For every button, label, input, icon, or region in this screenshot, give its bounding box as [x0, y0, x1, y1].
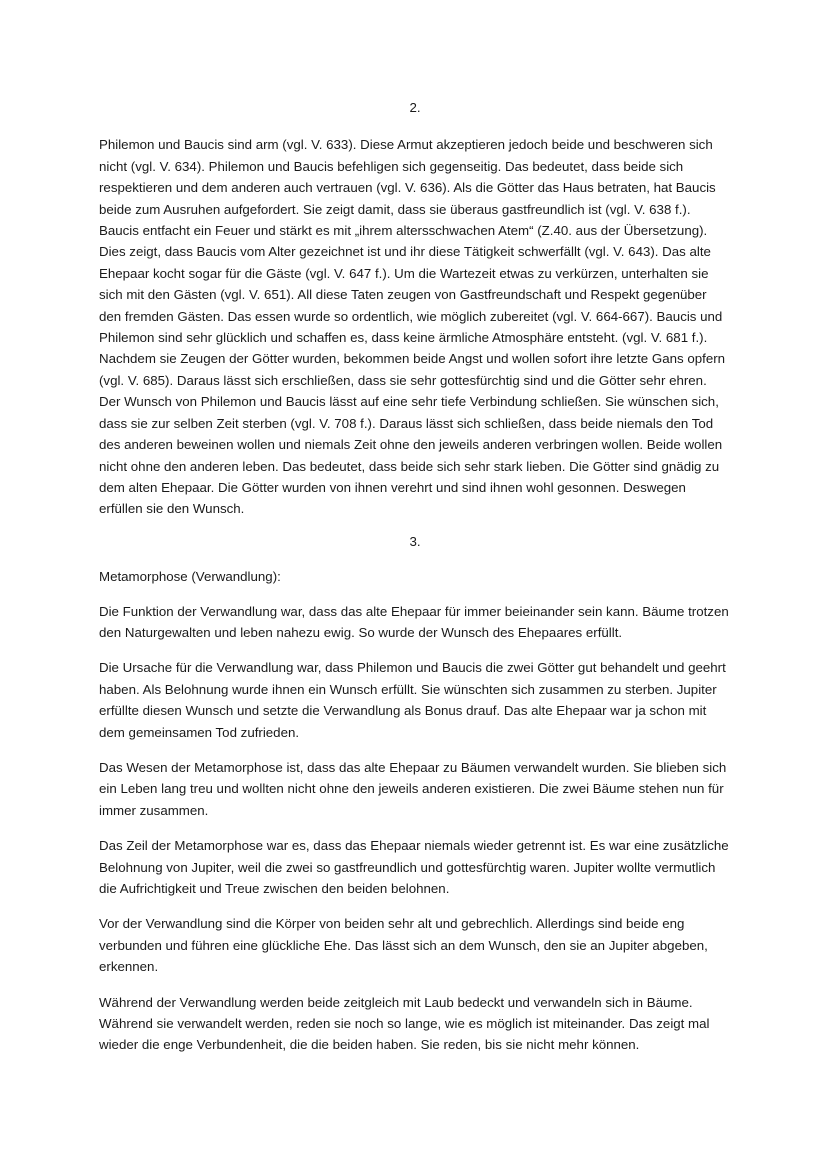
paragraph-function: Die Funktion der Verwandlung war, dass das alte Ehepaar für immer beieinander sein kann. Bäume trotzen den Naturgewalten und leben nahezu ewig. So wurde der Wunsch des Ehepaares erfüllt. — [99, 603, 729, 640]
paragraph-cause: Die Ursache für die Verwandlung war, dass Philemon und Baucis die zwei Götter gut behandelt und geehrt haben. Als Belohnung wurde ihnen ein Wunsch erfüllt. Sie wünschten sich zusammen zu sterben. Jupiter erfüllte diesen Wunsch und setzte die Verwandlung als Bonus drauf. Das alte Ehepaar war ja schon mit dem gemeinsamen Tod zufrieden. — [99, 660, 726, 740]
section-number-3: 3. — [409, 533, 421, 549]
section-number-2: 2. — [409, 100, 421, 115]
document-body — [99, 97, 731, 1070]
paragraph-essence: Das Wesen der Metamorphose ist, dass das alte Ehepaar zu Bäumen verwandelt wurden. Sie blieben sich ein Leben lang treu und wollten nicht ohne den jeweils anderen existieren. Die zwei Bäume stehen nun für immer zusammen. — [99, 759, 727, 818]
paragraph-during: Während der Verwandlung werden beide zeitgleich mit Laub bedeckt und verwandeln sich in Bäume. Während sie verwandelt werden, reden sie noch so lange, wie es möglich ist miteinander. Das zeigt mal wieder die enge Verbundenheit, die die beiden haben. Sie reden, bis sie nicht mehr können. — [99, 994, 710, 1053]
section-3-heading: Metamorphose (Verwandlung): — [99, 569, 281, 585]
paragraph-before: Vor der Verwandlung sind die Körper von beiden sehr alt und gebrechlich. Allerdings sind beide eng verbunden und führen eine glückliche Ehe. Das lässt sich an dem Wunsch, den sie an Jupiter abgeben, erkennen. — [99, 916, 708, 975]
paragraph-goal: Das Zeil der Metamorphose war es, dass das Ehepaar niemals wieder getrennt ist. Es war eine zusätzliche Belohnung von Jupiter, weil die zwei so gastfreundlich und gottesfürchtig waren. Jupiter wollte vermutlich die Aufrichtigkeit und Treue zwischen den beiden belohnen. — [99, 838, 729, 896]
section-2-paragraph: Philemon und Baucis sind arm (vgl. V. 633). Diese Armut akzeptieren jedoch beide und beschweren sich nicht (vgl. V. 634). Philemon und Baucis befehligen sich gegenseitig. Das bedeutet, dass beide sich respektieren und dem anderen auch vertrauen (vgl. V. 636). Als die Götter das Haus betraten, hat Baucis beide zum Ausruhen aufgefordert. Sie zeigt damit, dass sie überaus gastfreundlich ist (vgl. V. 638 f.). Baucis entfacht ein Feuer und stärkt es mit „ihrem altersschwachen Atem“ (Z.40. aus der Übersetzung). Dies zeigt, dass Baucis vom Alter gezeichnet ist und ihr diese Tätigkeit schwerfällt (vgl. V. 643). Das alte Ehepaar kocht sogar für die Gäste (vgl. V. 647 f.). Um die Wartezeit etwas zu verkürzen, unterhalten sie sich mit den Gästen (vgl. V. 651). All diese Taten zeugen von Gastfreundschaft und Respekt gegenüber den fremden Gästen. Das essen wurde so ordentlich, wie möglich zubereitet (vgl. V. 664-667). Baucis und Philemon sind sehr glücklich und schaffen es, dass keine ärmliche Atmosphäre entsteht. (vgl. V. 681 f.). Nachdem sie Zeugen der Götter wurden, bekommen beide Angst und wollen sofort ihre letzte Gans opfern (vgl. V. 685). Daraus lässt sich erschließen, dass sie sehr gottesfürchtig sind und die Götter sehr ehren. Der Wunsch von Philemon und Baucis lässt auf eine sehr tiefe Verbindung schließen. Sie wünschen sich, dass sie zur selben Zeit sterben (vgl. V. 708 f.). Daraus lässt sich schließen, dass beide niemals den Tod des anderen beweinen wollen und niemals Zeit ohne den jeweils anderen verbringen wollen. Beide wollen nicht ohne den anderen leben. Das bedeutet, dass beide sich sehr stark lieben. Die Götter sind gnädig zu dem alten Ehepaar. Die Götter wurden von ihnen verehrt und sind ihnen wohl gesonnen. Deswegen erfüllen sie den Wunsch. — [99, 137, 726, 517]
